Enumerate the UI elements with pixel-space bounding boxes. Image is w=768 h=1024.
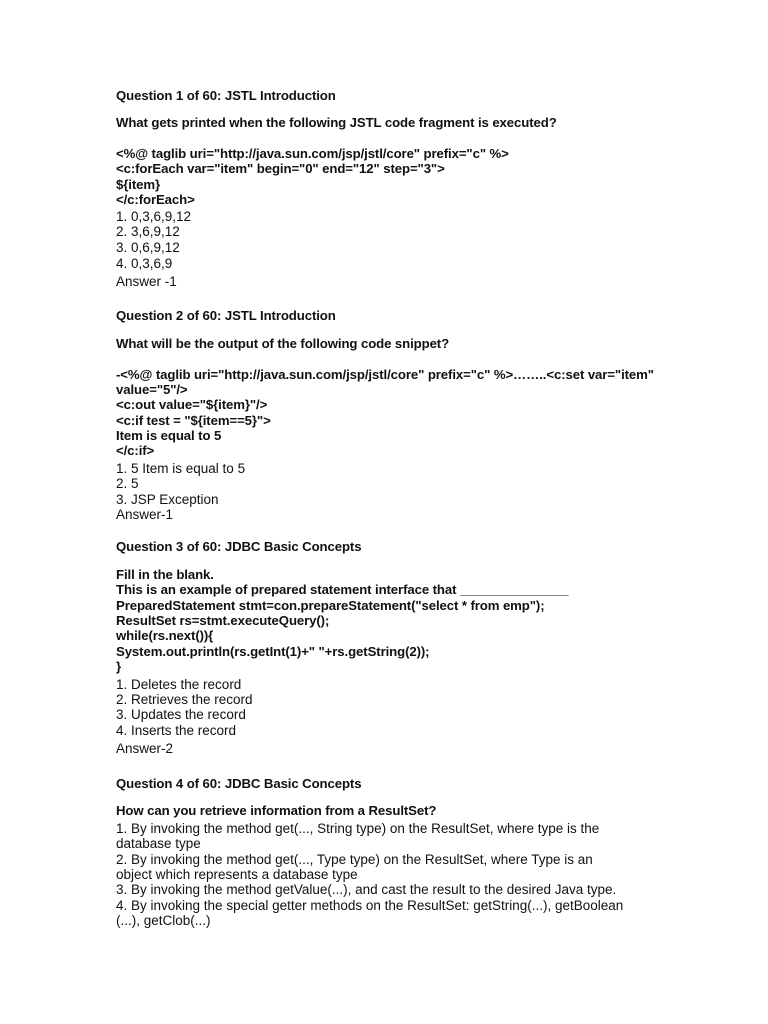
question-prompt: What will be the output of the following code snippet? — [116, 336, 450, 351]
code-line: <%@ taglib uri="http://java.sun.com/jsp/jstl/core" prefix="c" %> — [116, 146, 509, 161]
answer-option: 1. 5 Item is equal to 5 — [116, 461, 246, 476]
code-line: </c:if> — [116, 443, 155, 458]
answer-option: 3. JSP Exception — [116, 492, 219, 507]
code-line: </c:forEach> — [116, 192, 195, 207]
code-line: System.out.println(rs.getInt(1)+" "+rs.getString(2)); — [116, 644, 430, 659]
code-line: This is an example of prepared statement interface that _______________ — [116, 582, 569, 597]
answer-option-continued: object which represents a database type — [116, 867, 358, 882]
answer-option: 3. 0,6,9,12 — [116, 240, 180, 255]
answer-key: Answer -1 — [116, 274, 177, 289]
code-line: } — [116, 659, 122, 674]
question-heading: Question 4 of 60: JDBC Basic Concepts — [116, 776, 362, 791]
question-heading: Question 2 of 60: JSTL Introduction — [116, 308, 336, 323]
code-line: ${item} — [116, 177, 161, 192]
code-line: <c:if test = "${item==5}"> — [116, 413, 271, 428]
answer-option: 4. 0,3,6,9 — [116, 256, 173, 271]
answer-option: 4. By invoking the special getter methods on the ResultSet: getString(...), getBoolean — [116, 898, 624, 913]
answer-option: 2. 5 — [116, 476, 139, 491]
code-line: <c:forEach var="item" begin="0" end="12" step="3"> — [116, 161, 445, 176]
code-line: ResultSet rs=stmt.executeQuery(); — [116, 613, 330, 628]
answer-option: 2. 3,6,9,12 — [116, 224, 180, 239]
question-heading: Question 1 of 60: JSTL Introduction — [116, 88, 336, 103]
code-line: PreparedStatement stmt=con.prepareStatement("select * from emp"); — [116, 598, 545, 613]
answer-option: 2. Retrieves the record — [116, 692, 253, 707]
question-prompt: Fill in the blank. — [116, 567, 214, 582]
answer-option: 1. 0,3,6,9,12 — [116, 209, 192, 224]
answer-key: Answer-1 — [116, 507, 174, 522]
answer-option: 4. Inserts the record — [116, 723, 237, 738]
answer-option: 3. Updates the record — [116, 707, 246, 722]
code-line: while(rs.next()){ — [116, 628, 214, 643]
answer-option: 1. Deletes the record — [116, 677, 242, 692]
answer-option: 3. By invoking the method getValue(...), and cast the result to the desired Java type. — [116, 882, 617, 897]
code-line: <c:out value="${item}"/> — [116, 397, 268, 412]
answer-option-continued: database type — [116, 836, 201, 851]
question-prompt: What gets printed when the following JSTL code fragment is executed? — [116, 115, 557, 130]
question-prompt: How can you retrieve information from a ResultSet? — [116, 803, 437, 818]
answer-key: Answer-2 — [116, 741, 174, 756]
question-heading: Question 3 of 60: JDBC Basic Concepts — [116, 539, 362, 554]
answer-option-continued: (...), getClob(...) — [116, 913, 211, 928]
answer-option: 2. By invoking the method get(..., Type type) on the ResultSet, where Type is an — [116, 852, 593, 867]
code-line: value="5"/> — [116, 382, 188, 397]
code-line: -<%@ taglib uri="http://java.sun.com/jsp/jstl/core" prefix="c" %>……..<c:set var="item" — [116, 367, 654, 382]
answer-option: 1. By invoking the method get(..., String type) on the ResultSet, where type is the — [116, 821, 600, 836]
code-line: Item is equal to 5 — [116, 428, 222, 443]
